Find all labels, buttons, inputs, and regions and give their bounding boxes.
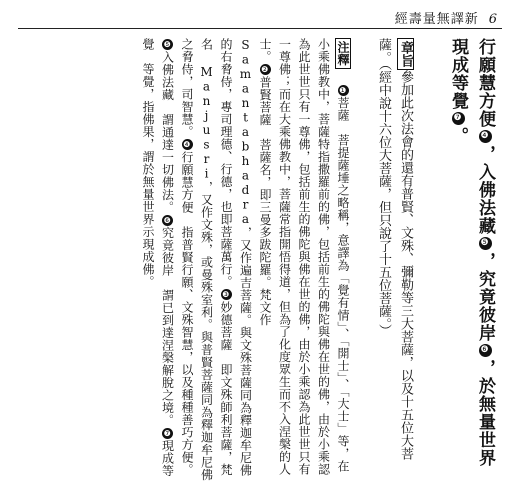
notes-tag: 注釋	[335, 38, 351, 69]
text-run: 入佛法藏 謂通達一切佛法。	[160, 51, 175, 214]
text-run: 行願慧方便	[475, 38, 495, 128]
text-run: 。	[448, 127, 468, 145]
note-marker: ❸	[222, 290, 230, 299]
text-run: 妙德菩薩 即文殊師利菩薩，梵名 Manjusri，又作文殊，或曼殊室利。與普賢菩薩同為釋迦牟尼佛之脅侍，司智慧。	[180, 38, 233, 481]
note-marker: ❺	[480, 238, 490, 248]
page-number: 6	[488, 12, 498, 27]
gist-tag: 章旨	[397, 38, 414, 70]
header-title: 經壽量無譯新	[394, 12, 479, 27]
header-rule	[18, 28, 502, 29]
sutra-text	[426, 38, 498, 483]
note-marker: ❹	[480, 131, 490, 141]
note-marker: ❼	[163, 428, 172, 438]
text-run: ，於無量世界現成等覺	[448, 38, 495, 467]
note-marker: ❶	[339, 85, 347, 95]
text-run: ，究竟彼岸	[475, 252, 495, 342]
chapter-gist	[366, 38, 416, 483]
text-run: 行願慧方便 指普賢行願、文殊智慧，以及種種善巧方便。	[180, 151, 194, 476]
note-marker: ❹	[183, 140, 191, 149]
note-marker: ❼	[453, 113, 463, 123]
note-marker: ❻	[163, 215, 172, 225]
note-marker: ❺	[163, 40, 172, 49]
text-run: 普賢菩薩 菩薩名，即三曼多跋陀羅。梵文作 Samantabhadra，又作遍吉菩薩。與文殊菩薩同為釋迦牟尼佛的右脅侍，專司理德、行德，也即菩薩萬行。	[219, 38, 272, 477]
note-marker: ❻	[480, 345, 490, 355]
running-header	[395, 8, 498, 27]
note-marker: ❷	[261, 65, 269, 74]
text-run: 究竟彼岸 謂已到達涅槃解脫之境。	[160, 226, 175, 427]
text-run: ，入佛法藏	[475, 145, 495, 235]
text-run: 菩薩 菩提薩埵之略稱，意譯為「覺有情」、「開士」、「大士」等，在小乘佛教中，菩薩特指撒羅前的佛，包括前生的佛陀與佛在世的佛，由於小乘認為此世世只有一尊佛，包括前生的佛陀與佛在世的佛，由於小乘認為此世世只有一尊佛；而在大乘佛教中，菩薩常指開悟得道，但為了化度眾生而不入涅槃的人士。	[258, 38, 350, 476]
annotations	[22, 38, 352, 483]
gist-text: 參加此次法會的還有普賢、文殊、彌勒等三大菩薩，以及十五位大菩薩。（經中說十六位大菩薩，但只說了十五位菩薩。）	[376, 38, 413, 460]
text-run: 現成等覺 等覺，指佛果，謂於無量世界示現成佛。	[141, 38, 175, 477]
